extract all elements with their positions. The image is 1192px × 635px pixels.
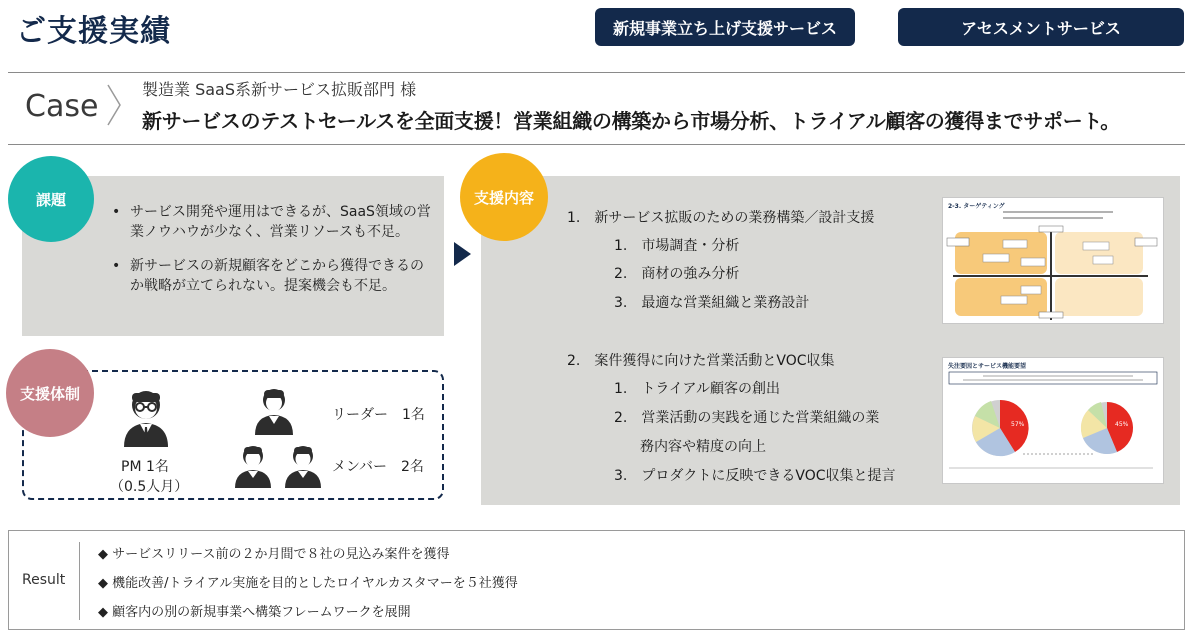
issue-point: • サービス開発や運用はできるが、SaaS領域の営業ノウハウが少なく、営業リソースも不足。 [112, 202, 432, 242]
member-label: メンバー 2名 [332, 459, 424, 475]
support-item: 務内容や精度の向上 [640, 439, 766, 455]
support-item: 3. プロダクトに反映できるVOC収集と提言 [614, 468, 896, 484]
case-bottom-divider [8, 144, 1185, 145]
support-item: 2. 商材の強み分析 [614, 266, 740, 282]
case-headline: 新サービスのテストセールスを全面支援！営業組織の構築から市場分析、トライアル顧客の獲得までサポート。 [142, 109, 1120, 133]
result-label: Result [22, 572, 66, 588]
issue-point: • 新サービスの新規顧客をどこから獲得できるのか戦略が立てられない。提案機会も不足。 [112, 256, 432, 296]
thumb-title: 失注要因とサービス機能要望 [948, 363, 1027, 370]
pm-effort: （0.5人月） [110, 479, 189, 495]
leader-person-icon [252, 386, 296, 436]
pm-label: PM 1名 [121, 459, 169, 475]
pm-person-icon [120, 385, 172, 449]
support-item: 2. 営業活動の実践を通じた営業組織の業 [614, 410, 880, 426]
assessment-service-button[interactable]: アセスメントサービス [898, 8, 1184, 46]
result-item: ◆ 機能改善/トライアル実施を目的としたロイヤルカスタマーを５社獲得 [98, 576, 518, 591]
result-divider [79, 542, 80, 620]
support-item: 1. 市場調査・分析 [614, 238, 740, 254]
case-label: Case [25, 89, 99, 124]
member-person-icon [232, 443, 274, 489]
pie-comparison-graphic [943, 358, 1163, 483]
arrow-right-icon [454, 242, 471, 266]
new-business-service-button[interactable]: 新規事業立ち上げ支援サービス [595, 8, 855, 46]
support-section-heading: 2. 案件獲得に向けた営業活動とVOC収集 [567, 353, 835, 369]
leader-label: リーダー 1名 [332, 407, 425, 423]
chevron-right-icon [104, 83, 124, 127]
case-top-divider [8, 72, 1185, 73]
support-item: 3. 最適な営業組織と業務設計 [614, 295, 810, 311]
thumb-title: 2-3. ターゲティング [948, 203, 1005, 210]
result-item: ◆ サービスリリース前の２か月間で８社の見込み案件を獲得 [98, 547, 450, 562]
targeting-slide-thumbnail [942, 197, 1164, 324]
support-section-heading: 1. 新サービス拡販のための業務構築／設計支援 [567, 210, 875, 226]
case-client: 製造業 SaaS系新サービス拡販部門 様 [142, 80, 417, 99]
pie-percent-label: 45% [1115, 421, 1129, 428]
member-person-icon [282, 443, 324, 489]
support-badge: 支援内容 [460, 153, 548, 241]
result-item: ◆ 顧客内の別の新規事業へ構築フレームワークを展開 [98, 605, 411, 620]
team-badge: 支援体制 [6, 349, 94, 437]
issue-list [112, 202, 432, 310]
support-item: 1. トライアル顧客の創出 [614, 381, 780, 397]
issue-badge: 課題 [8, 156, 94, 242]
targeting-matrix-graphic [943, 198, 1163, 323]
lost-deal-slide-thumbnail [942, 357, 1164, 484]
page-title: ご支援実績 [16, 14, 171, 49]
pie-percent-label: 57% [1011, 421, 1025, 428]
